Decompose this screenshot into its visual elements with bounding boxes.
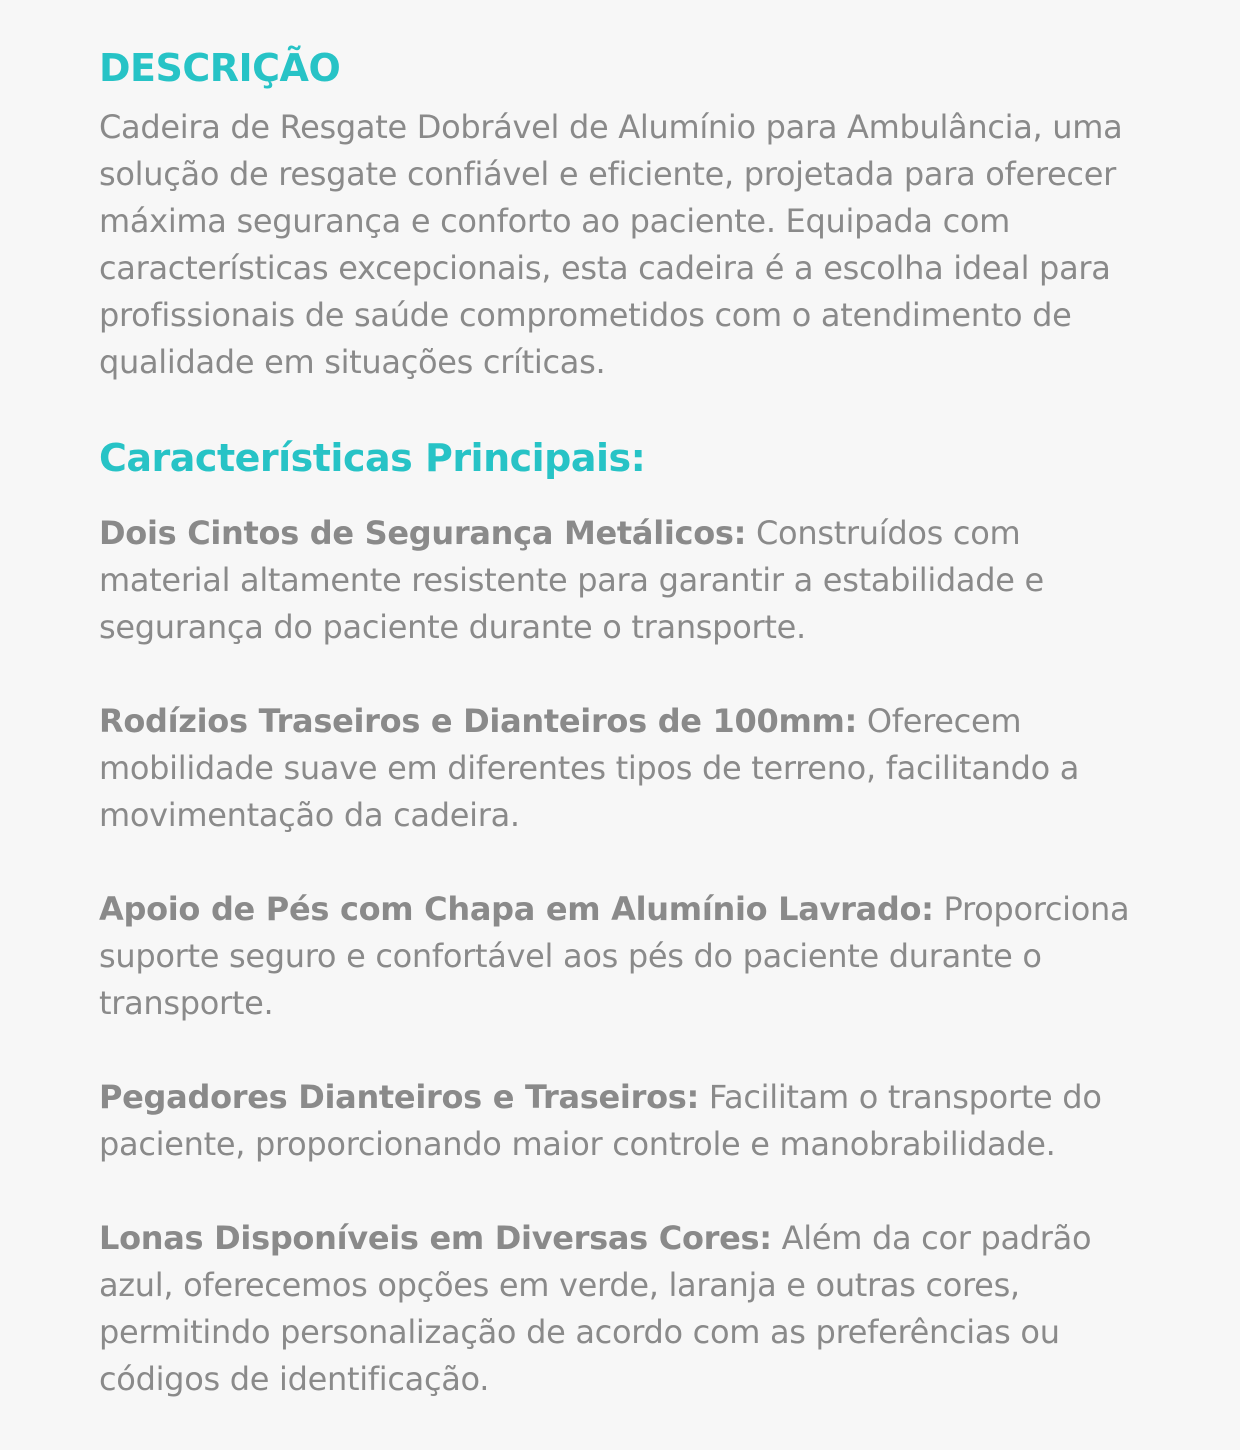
feature-text: Proporciona suporte seguro e confortável aos pés do paciente durante o transporte. bbox=[99, 890, 1130, 1022]
feature-text: Além da cor padrão azul, oferecemos opções em verde, laranja e outras cores, permitindo personalização de acordo com as preferências ou códigos de identificação. bbox=[99, 1219, 1092, 1398]
features-title: Características Principais: bbox=[99, 436, 646, 480]
feature-item-casters bbox=[99, 698, 1149, 839]
feature-label: Pegadores Dianteiros e Traseiros: bbox=[99, 1078, 700, 1116]
feature-item-canvas-colors bbox=[99, 1215, 1149, 1403]
feature-text: Facilitam o transporte do paciente, proporcionando maior controle e manobrabilidade. bbox=[99, 1078, 1102, 1163]
feature-item-handles bbox=[99, 1074, 1149, 1168]
description-text: Cadeira de Resgate Dobrável de Alumínio para Ambulância, uma solução de resgate confiável e eficiente, projetada para oferecer máxima segurança e conforto ao paciente. Equipada com características excepcionais, esta cadeira é a escolha ideal para profissionais de saúde comprometidos com o atendimento de qualidade em situações críticas. bbox=[99, 108, 1123, 381]
description-title: DESCRIÇÃO bbox=[99, 46, 341, 90]
feature-item-footrest bbox=[99, 886, 1149, 1027]
feature-label: Apoio de Pés com Chapa em Alumínio Lavrado: bbox=[99, 890, 934, 928]
product-description bbox=[99, 38, 1149, 1450]
feature-text: Construídos com material altamente resistente para garantir a estabilidade e segurança do paciente durante o transporte. bbox=[99, 514, 1044, 646]
feature-item-seatbelts bbox=[99, 510, 1149, 651]
feature-label: Lonas Disponíveis em Diversas Cores: bbox=[99, 1219, 772, 1257]
feature-label: Rodízios Traseiros e Dianteiros de 100mm: bbox=[99, 702, 858, 740]
feature-text: Oferecem mobilidade suave em diferentes tipos de terreno, facilitando a movimentação da cadeira. bbox=[99, 702, 1080, 834]
feature-label: Dois Cintos de Segurança Metálicos: bbox=[99, 514, 747, 552]
